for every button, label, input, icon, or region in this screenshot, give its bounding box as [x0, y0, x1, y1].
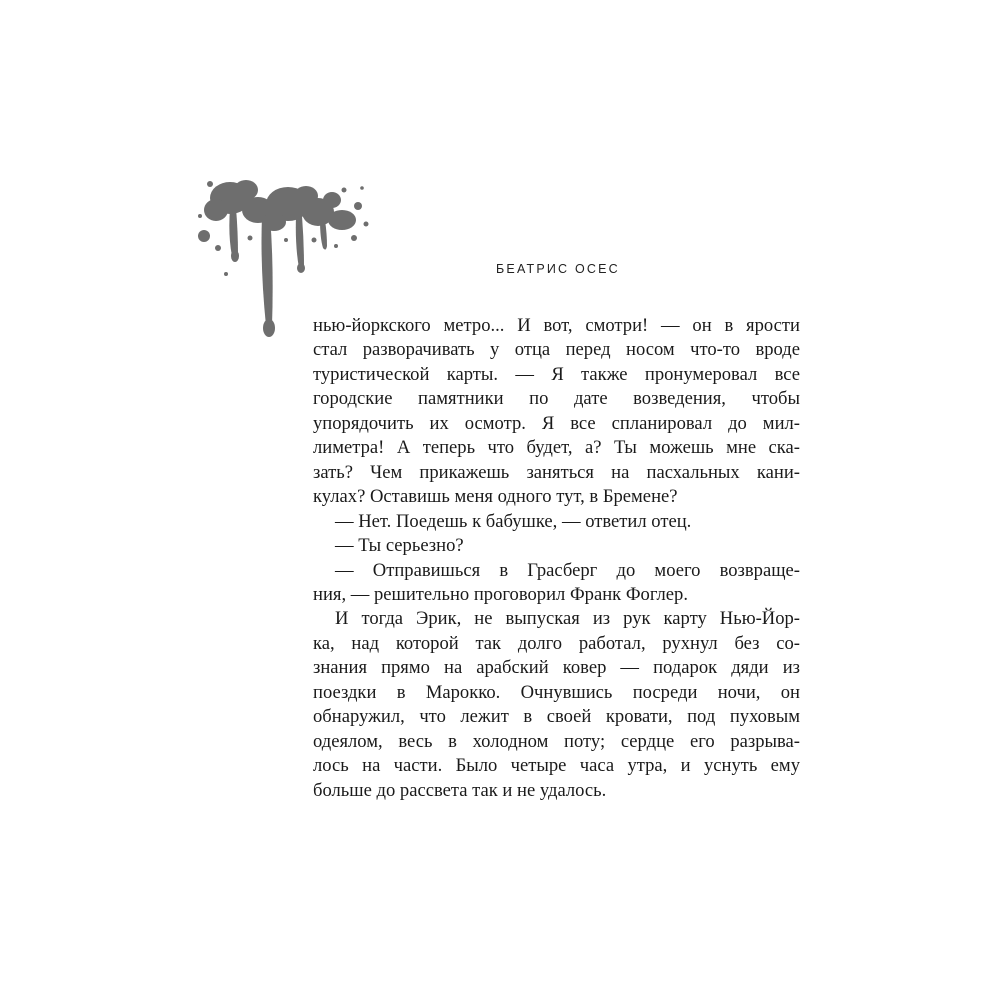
text-line: ния, — решительно проговорил Франк Фоглер.	[313, 583, 688, 605]
body-text	[313, 314, 800, 803]
dialogue-line: — Отправишься в Грасберг до моего возвраще-	[335, 559, 800, 581]
text-line: лиметра! А теперь что будет, а? Ты можешь мне ска-	[313, 437, 800, 459]
text-line: больше до рассвета так и не удалось.	[313, 779, 607, 801]
dialogue-line: — Ты серьезно?	[335, 535, 464, 557]
text-line: городские памятники по дате возведения, чтобы	[313, 388, 800, 410]
text-line: лось на части. Было четыре часа утра, и уснуть ему	[313, 755, 800, 777]
text-line: поездки в Марокко. Очнувшись посреди ночи, он	[313, 681, 800, 703]
text-line: одеялом, весь в холодном поту; сердце его разрыва-	[313, 730, 800, 752]
paragraph-start-line: И тогда Эрик, не выпуская из рук карту Нью-Йор-	[335, 608, 800, 630]
running-head: БЕАТРИС ОСЕС	[496, 262, 620, 276]
text-line: нью-йоркского метро... И вот, смотри! — он в ярости	[313, 315, 800, 336]
text-line: кулах? Оставишь меня одного тут, в Бремене?	[313, 486, 678, 508]
text-line: упорядочить их осмотр. Я все спланировал до мил-	[313, 412, 800, 434]
text-line: ка, над которой так долго работал, рухнул без со-	[313, 632, 800, 654]
text-line: туристической карты. — Я также пронумеровал все	[313, 363, 800, 385]
text-line: стал разворачивать у отца перед носом что-то вроде	[313, 339, 800, 361]
text-line: зать? Чем прикажешь заняться на пасхальных кани-	[313, 461, 800, 483]
text-line: знания прямо на арабский ковер — подарок дяди из	[313, 657, 800, 679]
dialogue-line: — Нет. Поедешь к бабушке, — ответил отец.	[335, 510, 692, 532]
text-line: обнаружил, что лежит в своей кровати, под пуховым	[313, 706, 800, 728]
